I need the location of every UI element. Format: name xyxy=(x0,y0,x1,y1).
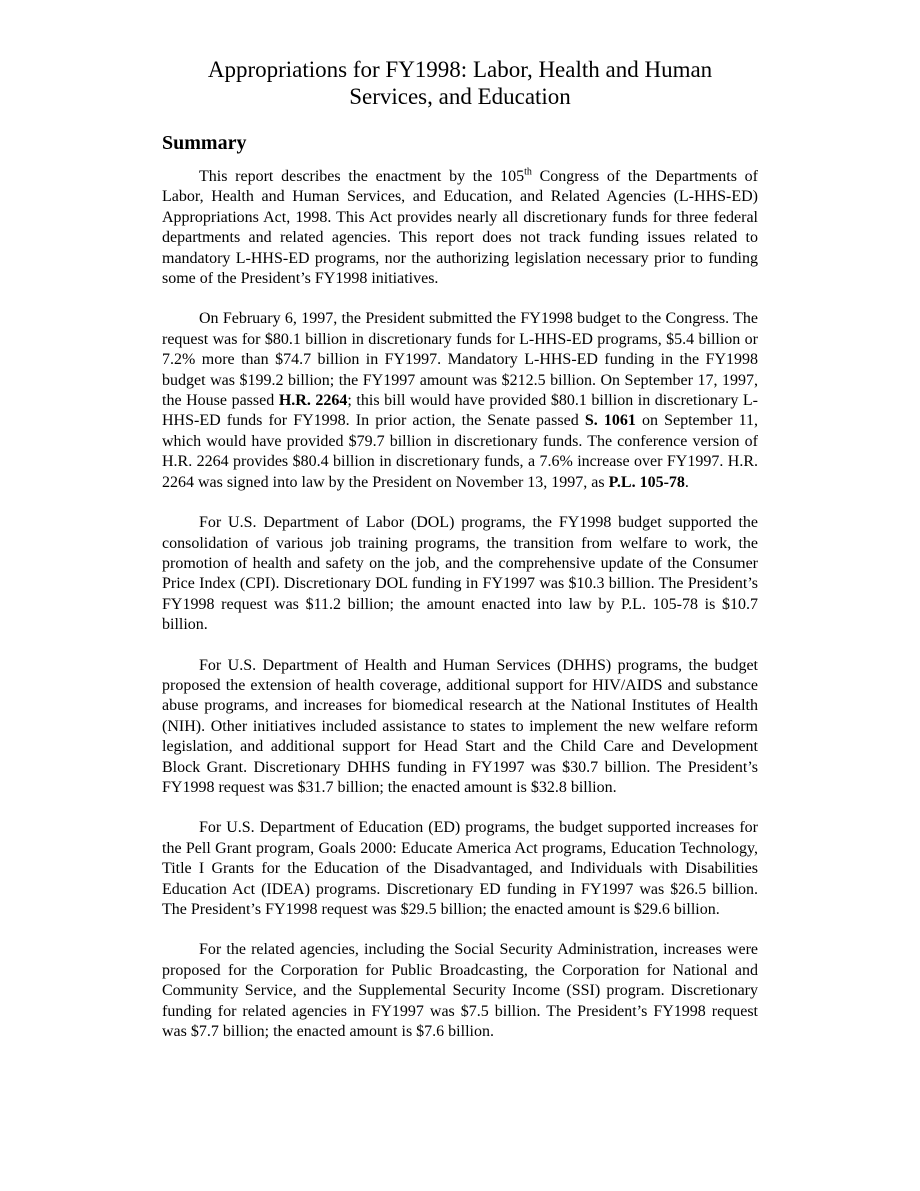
bill-hr2264: H.R. 2264 xyxy=(278,392,348,410)
budget-text-a: On February 6, 1997, the President submitted the FY1998 budget to the Congress. The request was for $80.1 billion in discretionary funds for L-HHS-ED programs, $5.4 billion or 7.2% more than $74.7 billion in FY1997. Mandatory L-HHS-ED funding in the FY1998 budget was $199.2 billion; the FY1997 amount was $212.5 billion. On September 17, 1997, the House passed xyxy=(162,310,758,410)
document-page xyxy=(162,56,758,1042)
paragraph-related-agencies: For the related agencies, including the Social Security Administration, increases were proposed for the Corporation for Public Broadcasting, the Corporation for National and Community Service, and the Supplemental Security Income (SSI) program. Discretionary funding for related agencies in FY1997 was $7.5 billion. The President’s FY1998 request was $7.7 billion; the enacted amount is $7.6 billion. xyxy=(162,941,758,1041)
intro-text-b: Congress of the Departments of Labor, Health and Human Services, and Education, and Related Agencies (L-HHS-ED) Appropriations Act, 1998. This Act provides nearly all discretionary funds for three federal departments and related agencies. This report does not track funding issues related to mandatory L-HHS-ED programs, nor the authorizing legislation necessary prior to funding some of the President’s FY1998 initiatives. xyxy=(162,168,759,288)
title-line-1: Appropriations for FY1998: Labor, Health and Human xyxy=(207,57,713,82)
budget-text-d: . xyxy=(684,473,689,491)
page-title xyxy=(162,56,758,110)
paragraph-dol: For U.S. Department of Labor (DOL) programs, the FY1998 budget supported the consolidation of various job training programs, the transition from welfare to work, the promotion of health and safety on the job, and the comprehensive update of the Consumer Price Index (CPI). Discretionary DOL funding in FY1997 was $10.3 billion. The President’s FY1998 request was $11.2 billion; the amount enacted into law by P.L. 105-78 is $10.7 billion. xyxy=(162,514,758,634)
ordinal-superscript: th xyxy=(524,166,532,178)
paragraph-budget-history xyxy=(162,309,758,493)
paragraph-dhhs: For U.S. Department of Health and Human Services (DHHS) programs, the budget proposed the extension of health coverage, additional support for HIV/AIDS and substance abuse programs, and increases for biomedical research at the National Institutes of Health (NIH). Other initiatives included assistance to states to implement the new welfare reform legislation, and additional support for Head Start and the Child Care and Development Block Grant. Discretionary DHHS funding in FY1997 was $30.7 billion. The President’s FY1998 request was $31.7 billion; the enacted amount is $32.8 billion. xyxy=(162,656,758,796)
section-heading-summary: Summary xyxy=(162,132,247,154)
budget-text-b: ; this bill would have provided $80.1 billion in discretionary L-HHS-ED funds for FY1998. In prior action, the Senate passed xyxy=(162,392,759,430)
public-law: P.L. 105-78 xyxy=(608,473,685,491)
budget-text-c: on September 11, which would have provided $79.7 billion in discretionary funds. The conference version of H.R. 2264 provides $80.4 billion in discretionary funds, a 7.6% increase over FY1997. H.R. 2264 was signed into law by the President on November 13, 1997, as xyxy=(162,412,759,491)
intro-text-a: This report describes the enactment by the 105 xyxy=(199,168,525,185)
paragraph-ed: For U.S. Department of Education (ED) programs, the budget supported increases for the Pell Grant program, Goals 2000: Educate America Act programs, Education Technology, Title I Grants for the Education of the Disadvantaged, and Individuals with Disabilities Education Act (IDEA) programs. Discretionary ED funding in FY1997 was $26.5 billion. The President’s FY1998 request was $29.5 billion; the enacted amount is $29.6 billion. xyxy=(162,819,758,918)
title-line-2: Services, and Education xyxy=(349,84,571,109)
paragraph-intro xyxy=(162,167,758,289)
bill-s1061: S. 1061 xyxy=(584,412,636,430)
